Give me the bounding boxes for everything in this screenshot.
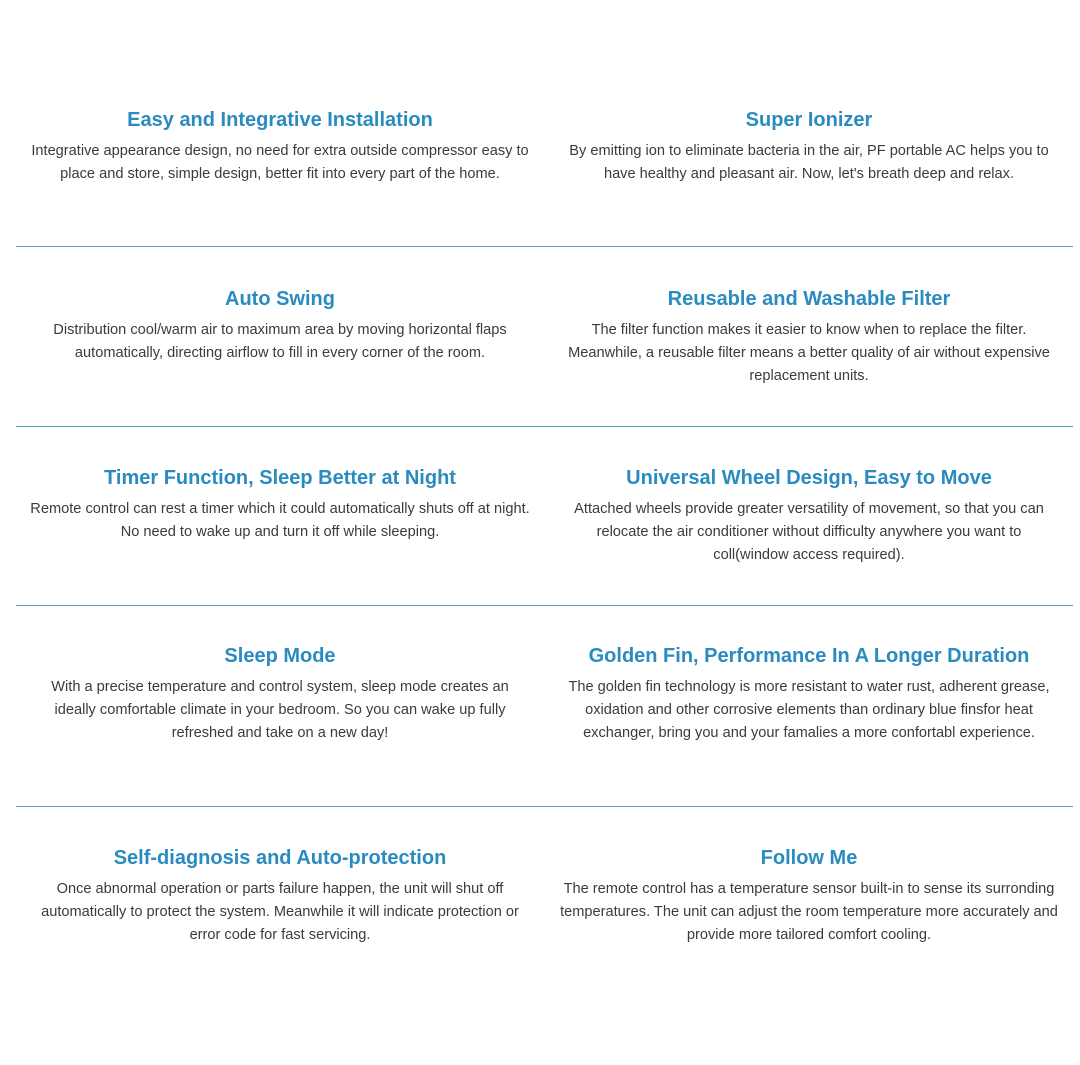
- feature-title: Timer Function, Sleep Better at Night: [104, 467, 456, 489]
- feature-title: Follow Me: [760, 847, 858, 869]
- feature-description: With a precise temperature and control system, sleep mode creates an ideally comfortable climate in your bedroom. So you can wake up fully refreshed and take on a new day!: [51, 679, 509, 741]
- feature-title: Self-diagnosis and Auto-protection: [113, 847, 447, 869]
- feature-description: Once abnormal operation or parts failure happen, the unit will shut off automatically to protect the system. Meanwhile it will indicate protection or error code for fast servicing.: [41, 881, 519, 943]
- feature-sleep-mode: [30, 643, 530, 745]
- feature-title: Auto Swing: [225, 288, 335, 310]
- feature-description: Distribution cool/warm air to maximum area by moving horizontal flaps automatically, directing airflow to fill in every corner of the room.: [53, 322, 507, 361]
- feature-timer-function: [30, 465, 530, 544]
- row-divider: [16, 426, 1073, 427]
- feature-title: Universal Wheel Design, Easy to Move: [626, 467, 992, 489]
- feature-title: Easy and Integrative Installation: [127, 109, 433, 131]
- feature-self-diagnosis: [30, 845, 530, 947]
- feature-title: Super Ionizer: [745, 109, 873, 131]
- feature-title: Reusable and Washable Filter: [667, 288, 951, 310]
- feature-washable-filter: [559, 286, 1059, 388]
- feature-universal-wheel: [559, 465, 1059, 567]
- feature-follow-me: [559, 845, 1059, 947]
- feature-description: Attached wheels provide greater versatility of movement, so that you can relocate the air conditioner without difficulty anywhere you want to coll(window access required).: [574, 501, 1044, 563]
- row-divider: [16, 246, 1073, 247]
- feature-title: Sleep Mode: [224, 645, 336, 667]
- feature-description: By emitting ion to eliminate bacteria in the air, PF portable AC helps you to have healthy and pleasant air. Now, let's breath deep and relax.: [569, 143, 1049, 182]
- feature-description: The remote control has a temperature sensor built-in to sense its surronding temperatures. The unit can adjust the room temperature more accurately and provide more tailored comfort cooling.: [560, 881, 1058, 943]
- feature-golden-fin: [559, 643, 1059, 745]
- row-divider: [16, 605, 1073, 606]
- feature-description: Remote control can rest a timer which it could automatically shuts off at night. No need to wake up and turn it off while sleeping.: [30, 501, 530, 540]
- feature-easy-installation: [30, 107, 530, 186]
- feature-title: Golden Fin, Performance In A Longer Duration: [588, 645, 1030, 667]
- row-divider: [16, 806, 1073, 807]
- feature-description: The golden fin technology is more resistant to water rust, adherent grease, oxidation and other corrosive elements than ordinary blue finsfor heat exchanger, bring you and your famalies a more confortabl experience.: [568, 679, 1050, 741]
- feature-auto-swing: [30, 286, 530, 365]
- feature-description: Integrative appearance design, no need for extra outside compressor easy to place and store, simple design, better fit into every part of the home.: [31, 143, 529, 182]
- feature-description: The filter function makes it easier to know when to replace the filter. Meanwhile, a reusable filter means a better quality of air without expensive replacement units.: [568, 322, 1050, 384]
- feature-super-ionizer: [559, 107, 1059, 186]
